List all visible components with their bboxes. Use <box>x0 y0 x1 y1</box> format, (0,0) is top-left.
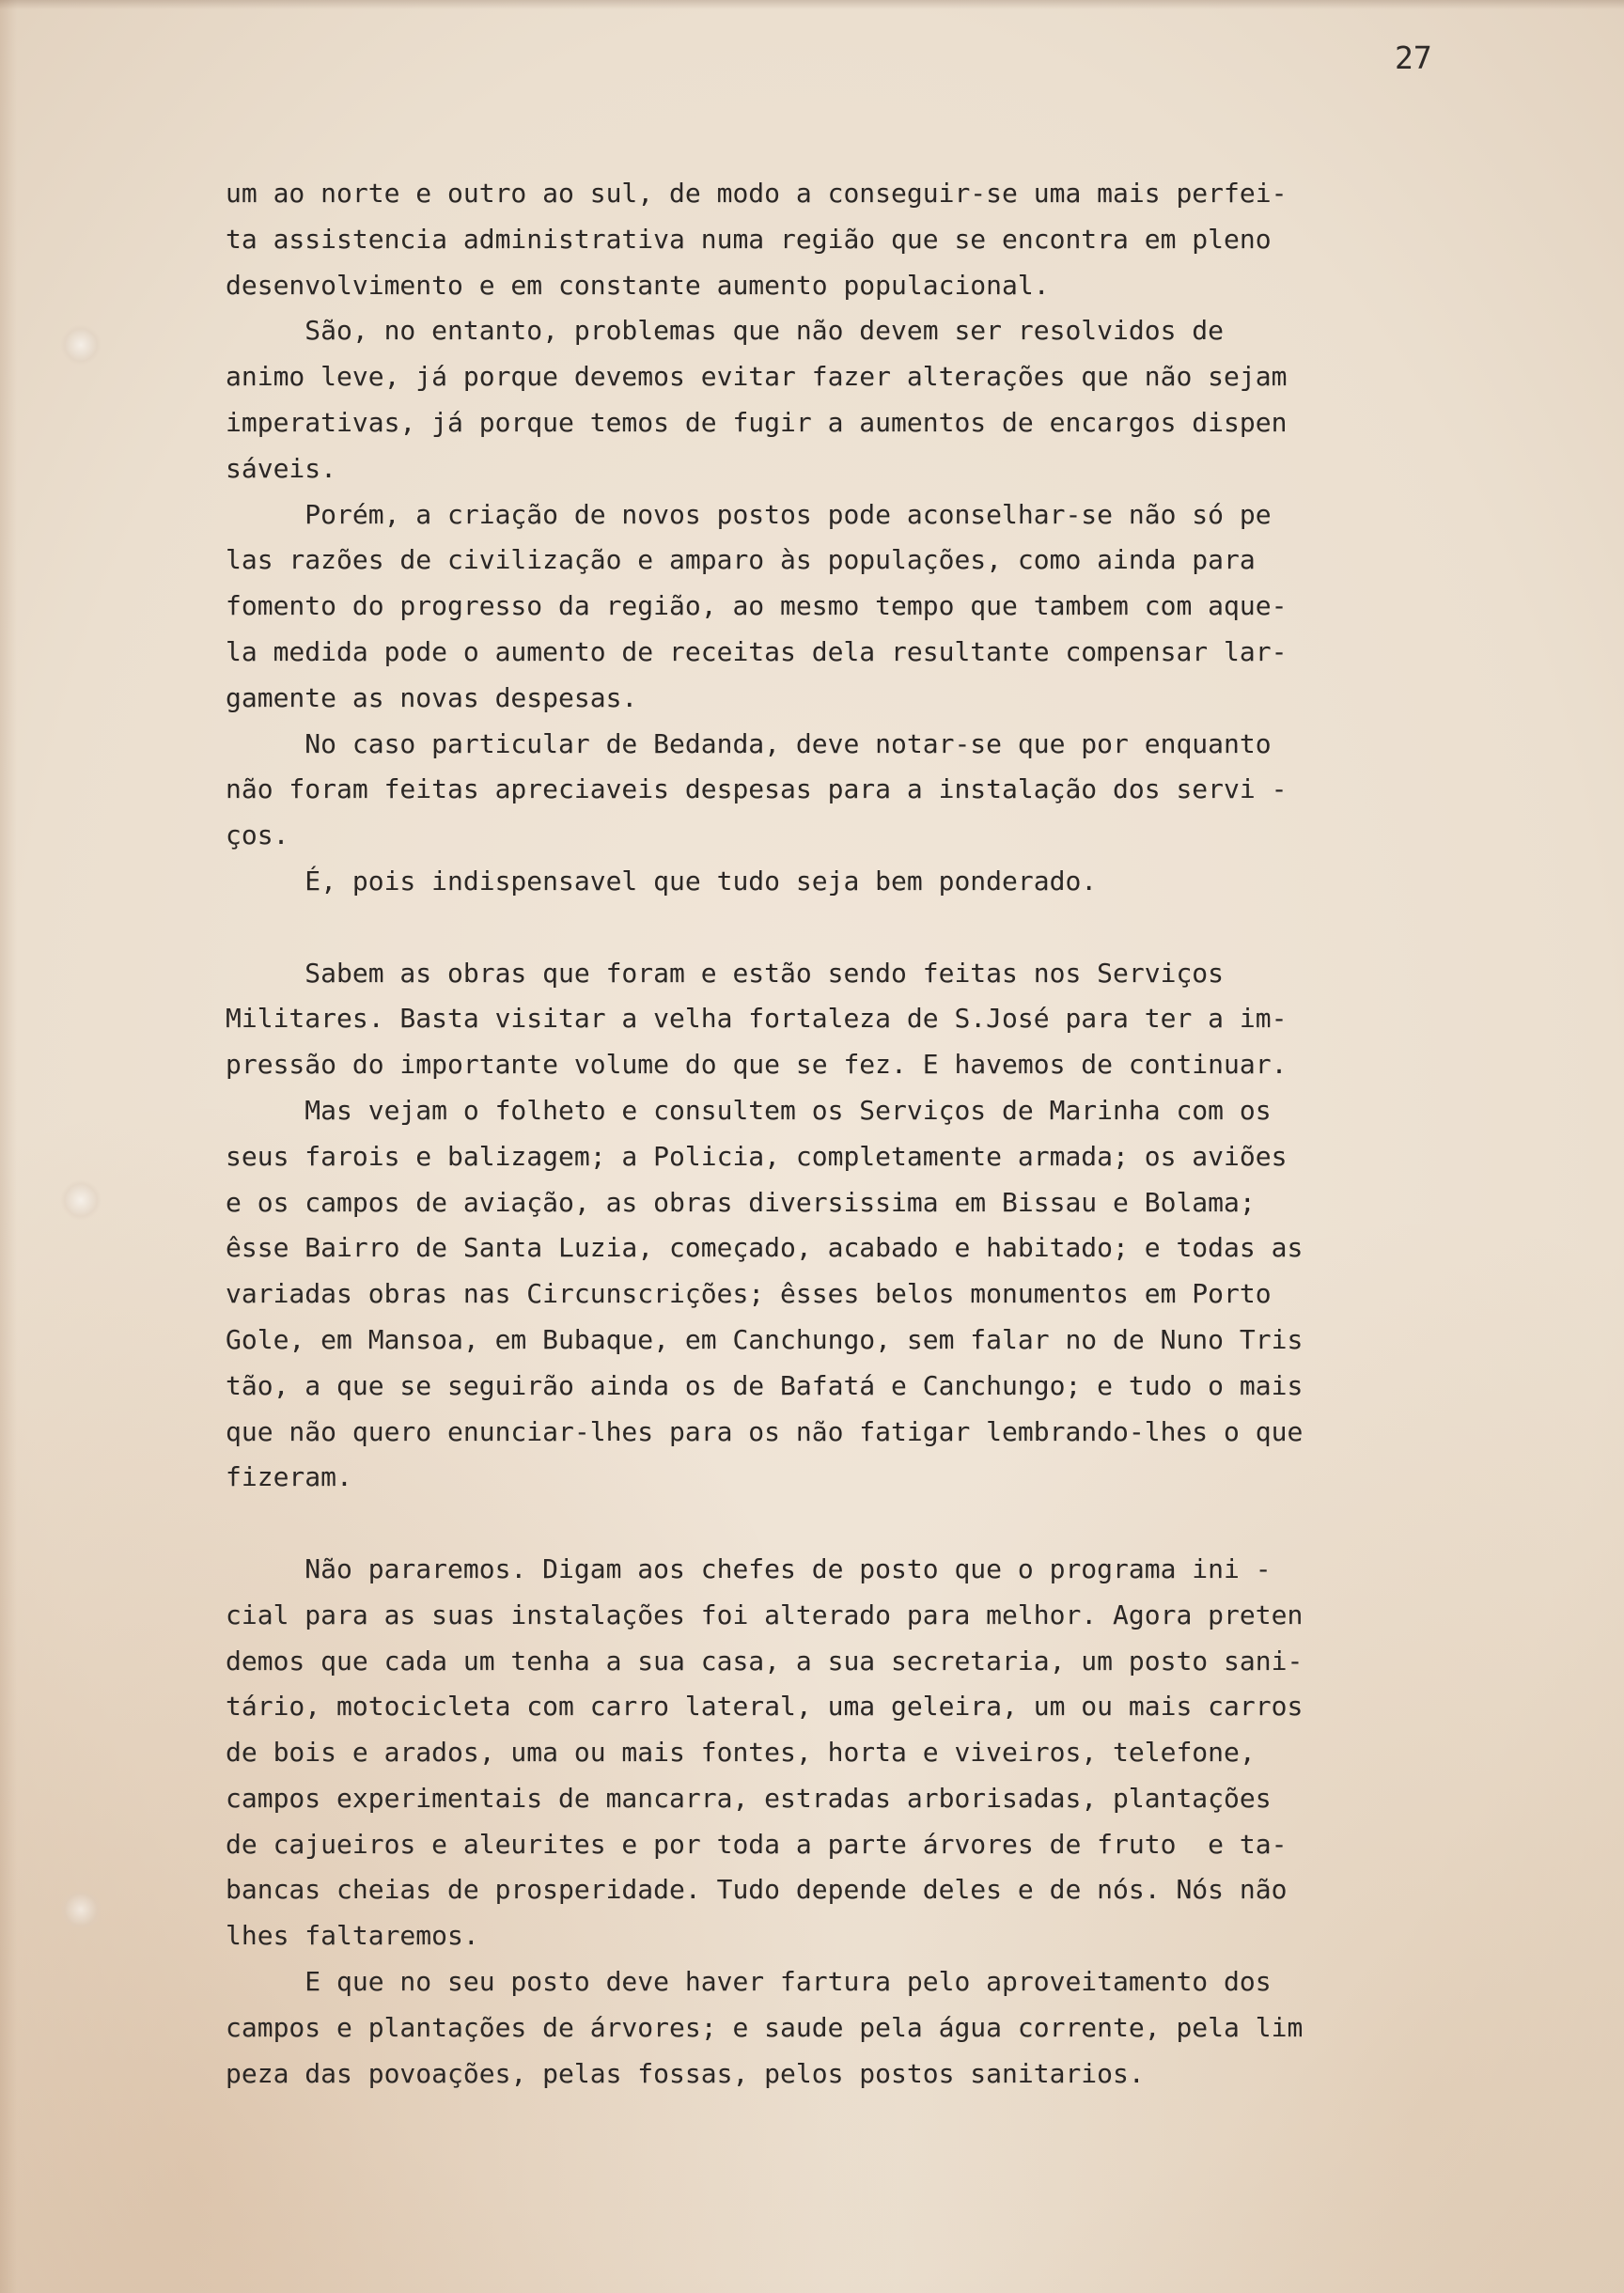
text-line: Porém, a criação de novos postos pode aconselhar-se não só pe <box>226 498 1272 530</box>
punch-hole-mark <box>60 1179 102 1221</box>
text-line: fizeram. <box>226 1461 352 1493</box>
text-line: não foram feitas apreciaveis despesas para a instalação dos servi - <box>226 773 1288 805</box>
text-line: êsse Bairro de Santa Luzia, começado, acabado e habitado; e todas as <box>226 1232 1304 1264</box>
text-line: bancas cheias de prosperidade. Tudo depende deles e de nós. Nós não <box>226 1874 1288 1906</box>
text-line <box>226 1501 1494 1547</box>
text-line: É, pois indispensavel que tudo seja bem ponderado. <box>226 865 1098 897</box>
typewritten-text <box>226 171 1494 2097</box>
text-line: ta assistencia administrativa numa região que se encontra em pleno <box>226 223 1272 255</box>
text-line: las razões de civilização e amparo às populações, como ainda para <box>226 544 1256 576</box>
text-line: fomento do progresso da região, ao mesmo tempo que tambem com aque- <box>226 590 1288 622</box>
text-line: Militares. Basta visitar a velha fortaleza de S.José para ter a im- <box>226 1003 1288 1035</box>
page-number: 27 <box>1395 39 1432 76</box>
punch-hole-mark <box>60 1889 102 1930</box>
page-top-edge <box>0 0 1624 9</box>
text-line: Gole, em Mansoa, em Bubaque, em Canchungo, sem falar no de Nuno Tris <box>226 1323 1304 1355</box>
text-line: campos experimentais de mancarra, estradas arborisadas, plantações <box>226 1782 1272 1814</box>
text-line: E que no seu posto deve haver fartura pelo aproveitamento dos <box>226 1966 1272 1998</box>
text-line: Sabem as obras que foram e estão sendo feitas nos Serviços <box>226 957 1225 989</box>
text-line: imperativas, já porque temos de fugir a aumentos de encargos dispen <box>226 406 1288 438</box>
text-line: cial para as suas instalações foi alterado para melhor. Agora preten <box>226 1599 1304 1630</box>
text-line: ços. <box>226 819 289 851</box>
text-line: desenvolvimento e em constante aumento populacional. <box>226 269 1050 301</box>
text-line: gamente as novas despesas. <box>226 681 638 713</box>
punch-hole-mark <box>60 324 102 366</box>
text-line: seus farois e balizagem; a Policia, completamente armada; os aviões <box>226 1140 1288 1172</box>
text-line: campos e plantações de árvores; e saude pela água corrente, pela lim <box>226 2011 1304 2043</box>
text-line: animo leve, já porque devemos evitar fazer alterações que não sejam <box>226 361 1288 393</box>
text-line <box>226 905 1494 951</box>
text-line: sáveis. <box>226 452 337 484</box>
text-line: pressão do importante volume do que se fez. E havemos de continuar. <box>226 1049 1288 1081</box>
text-line: variadas obras nas Circunscrições; êsses belos monumentos em Porto <box>226 1278 1272 1310</box>
text-line: No caso particular de Bedanda, deve notar-se que por enquanto <box>226 727 1272 759</box>
text-line: um ao norte e outro ao sul, de modo a conseguir-se uma mais perfei- <box>226 178 1288 209</box>
text-line: demos que cada um tenha a sua casa, a sua secretaria, um posto sani- <box>226 1645 1304 1677</box>
text-line: tário, motocicleta com carro lateral, uma geleira, um ou mais carros <box>226 1691 1304 1723</box>
text-line: de cajueiros e aleurites e por toda a parte árvores de fruto e ta- <box>226 1828 1288 1860</box>
text-line: tão, a que se seguirão ainda os de Bafatá e Canchungo; e tudo o mais <box>226 1369 1304 1401</box>
text-line: lhes faltaremos. <box>226 1920 479 1952</box>
text-line: São, no entanto, problemas que não devem ser resolvidos de <box>226 315 1225 347</box>
text-line: peza das povoações, pelas fossas, pelos postos sanitarios. <box>226 2057 1145 2089</box>
text-line: Não pararemos. Digam aos chefes de posto que o programa ini - <box>226 1552 1272 1584</box>
text-line: que não quero enunciar-lhes para os não fatigar lembrando-lhes o que <box>226 1415 1304 1447</box>
text-line: de bois e arados, uma ou mais fontes, horta e viveiros, telefone, <box>226 1737 1256 1769</box>
text-line: la medida pode o aumento de receitas dela resultante compensar lar- <box>226 635 1288 667</box>
text-line: e os campos de aviação, as obras diversissima em Bissau e Bolama; <box>226 1186 1256 1218</box>
page-edge-shadow <box>0 0 17 2293</box>
text-line: Mas vejam o folheto e consultem os Serviços de Marinha com os <box>226 1094 1272 1126</box>
